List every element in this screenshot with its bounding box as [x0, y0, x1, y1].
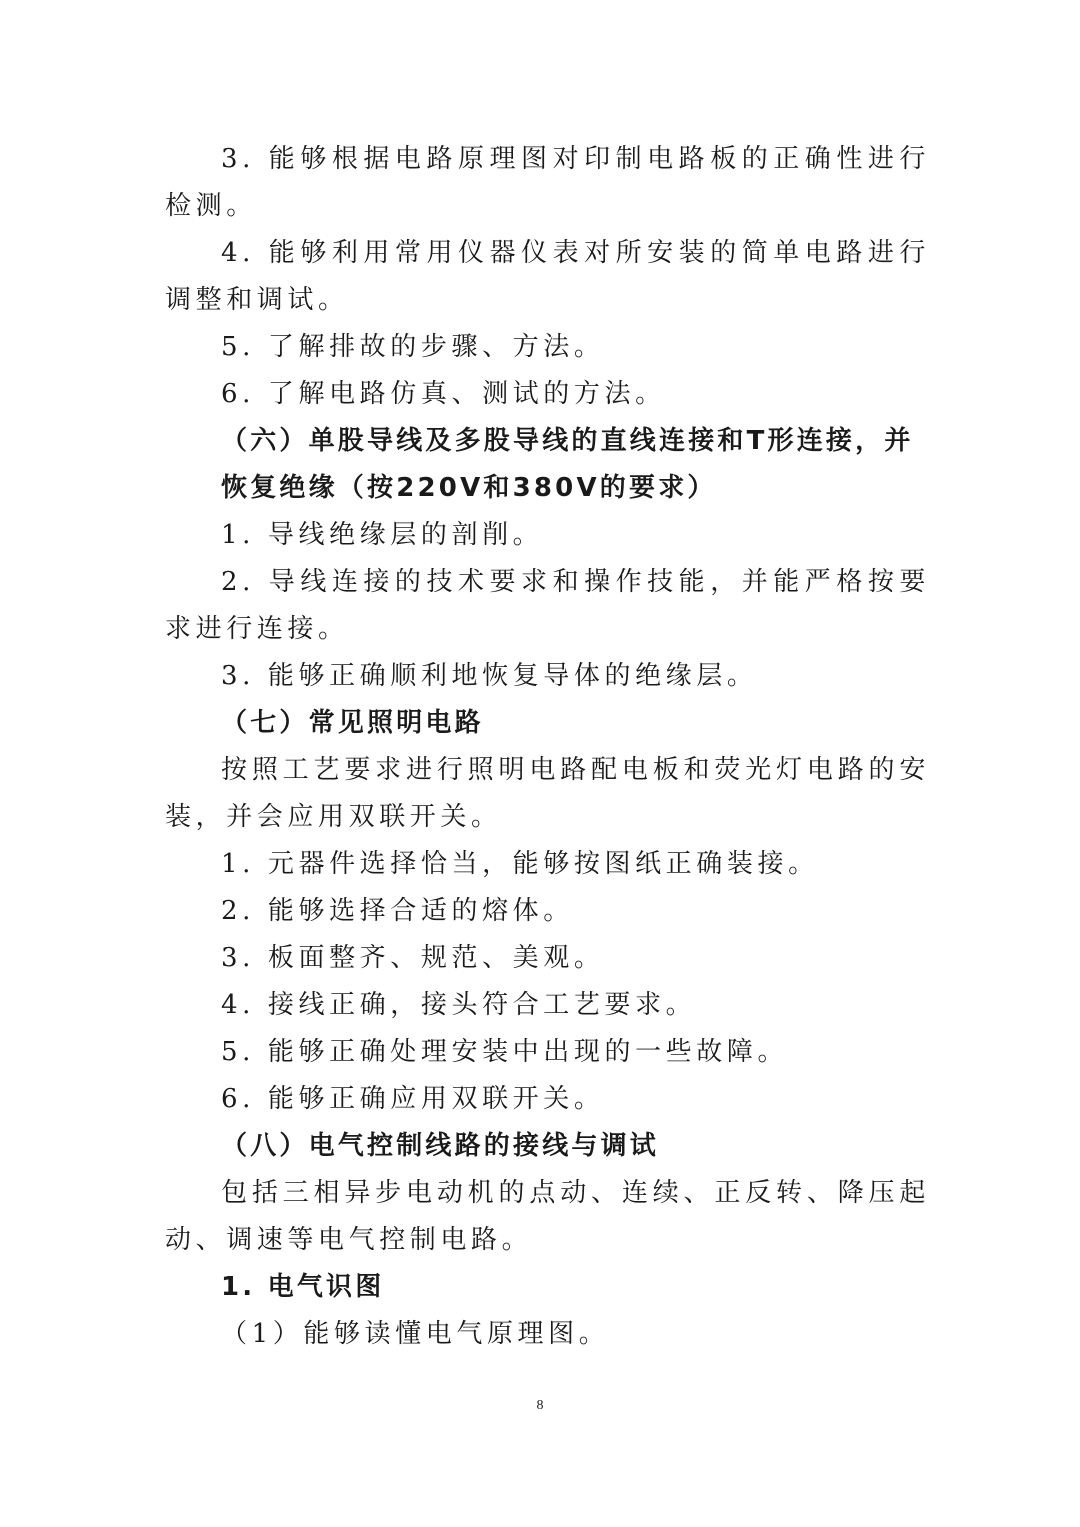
- page-number: 8: [536, 1398, 544, 1413]
- paragraph-lighting-item-4: 4. 接线正确，接头符合工艺要求。: [221, 990, 697, 1020]
- paragraph-lighting-intro: 按照工艺要求进行照明电路配电板和荧光灯电路的安装，并会应用双联开关。: [165, 755, 930, 832]
- paragraph-lighting-item-6: 6. 能够正确应用双联开关。: [221, 1084, 605, 1114]
- paragraph-item-1-insulation: 1. 导线绝缘层的剖削。: [221, 520, 544, 550]
- paragraph-lighting-item-2: 2. 能够选择合适的熔体。: [221, 896, 574, 926]
- paragraph-item-3: 3. 能够根据电路原理图对印制电路板的正确性进行检测。: [165, 144, 930, 221]
- paragraph-lighting-item-1: 1. 元器件选择恰当，能够按图纸正确装接。: [221, 849, 819, 879]
- section-heading-8: （八）电气控制线路的接线与调试: [221, 1131, 660, 1161]
- paragraph-item-3-restore: 3. 能够正确顺利地恢复导体的绝缘层。: [221, 661, 758, 691]
- section-heading-6-line-1: （六）单股导线及多股导线的直线连接和T形连接，并: [221, 426, 914, 456]
- paragraph-lighting-item-5: 5. 能够正确处理安装中出现的一些故障。: [221, 1037, 789, 1067]
- paragraph-item-2-connection: 2. 导线连接的技术要求和操作技能，并能严格按要求进行连接。: [165, 567, 930, 644]
- paragraph-lighting-item-3: 3. 板面整齐、规范、美观。: [221, 943, 605, 973]
- paragraph-control-intro: 包括三相异步电动机的点动、连续、正反转、降压起动、调速等电气控制电路。: [165, 1178, 930, 1255]
- subheading-electrical-drawing: 1. 电气识图: [221, 1272, 385, 1302]
- section-heading-7: （七）常见照明电路: [221, 708, 484, 738]
- paragraph-item-4: 4. 能够利用常用仪器仪表对所安装的简单电路进行调整和调试。: [165, 238, 930, 315]
- paragraph-item-5: 5. 了解排故的步骤、方法。: [221, 332, 605, 362]
- paragraph-drawing-item-1: （1）能够读懂电气原理图。: [221, 1319, 610, 1349]
- page-content: [165, 136, 930, 1358]
- paragraph-item-6: 6. 了解电路仿真、测试的方法。: [221, 379, 666, 409]
- section-heading-6-line-2: 恢复绝缘（按220V和380V的要求）: [221, 473, 717, 503]
